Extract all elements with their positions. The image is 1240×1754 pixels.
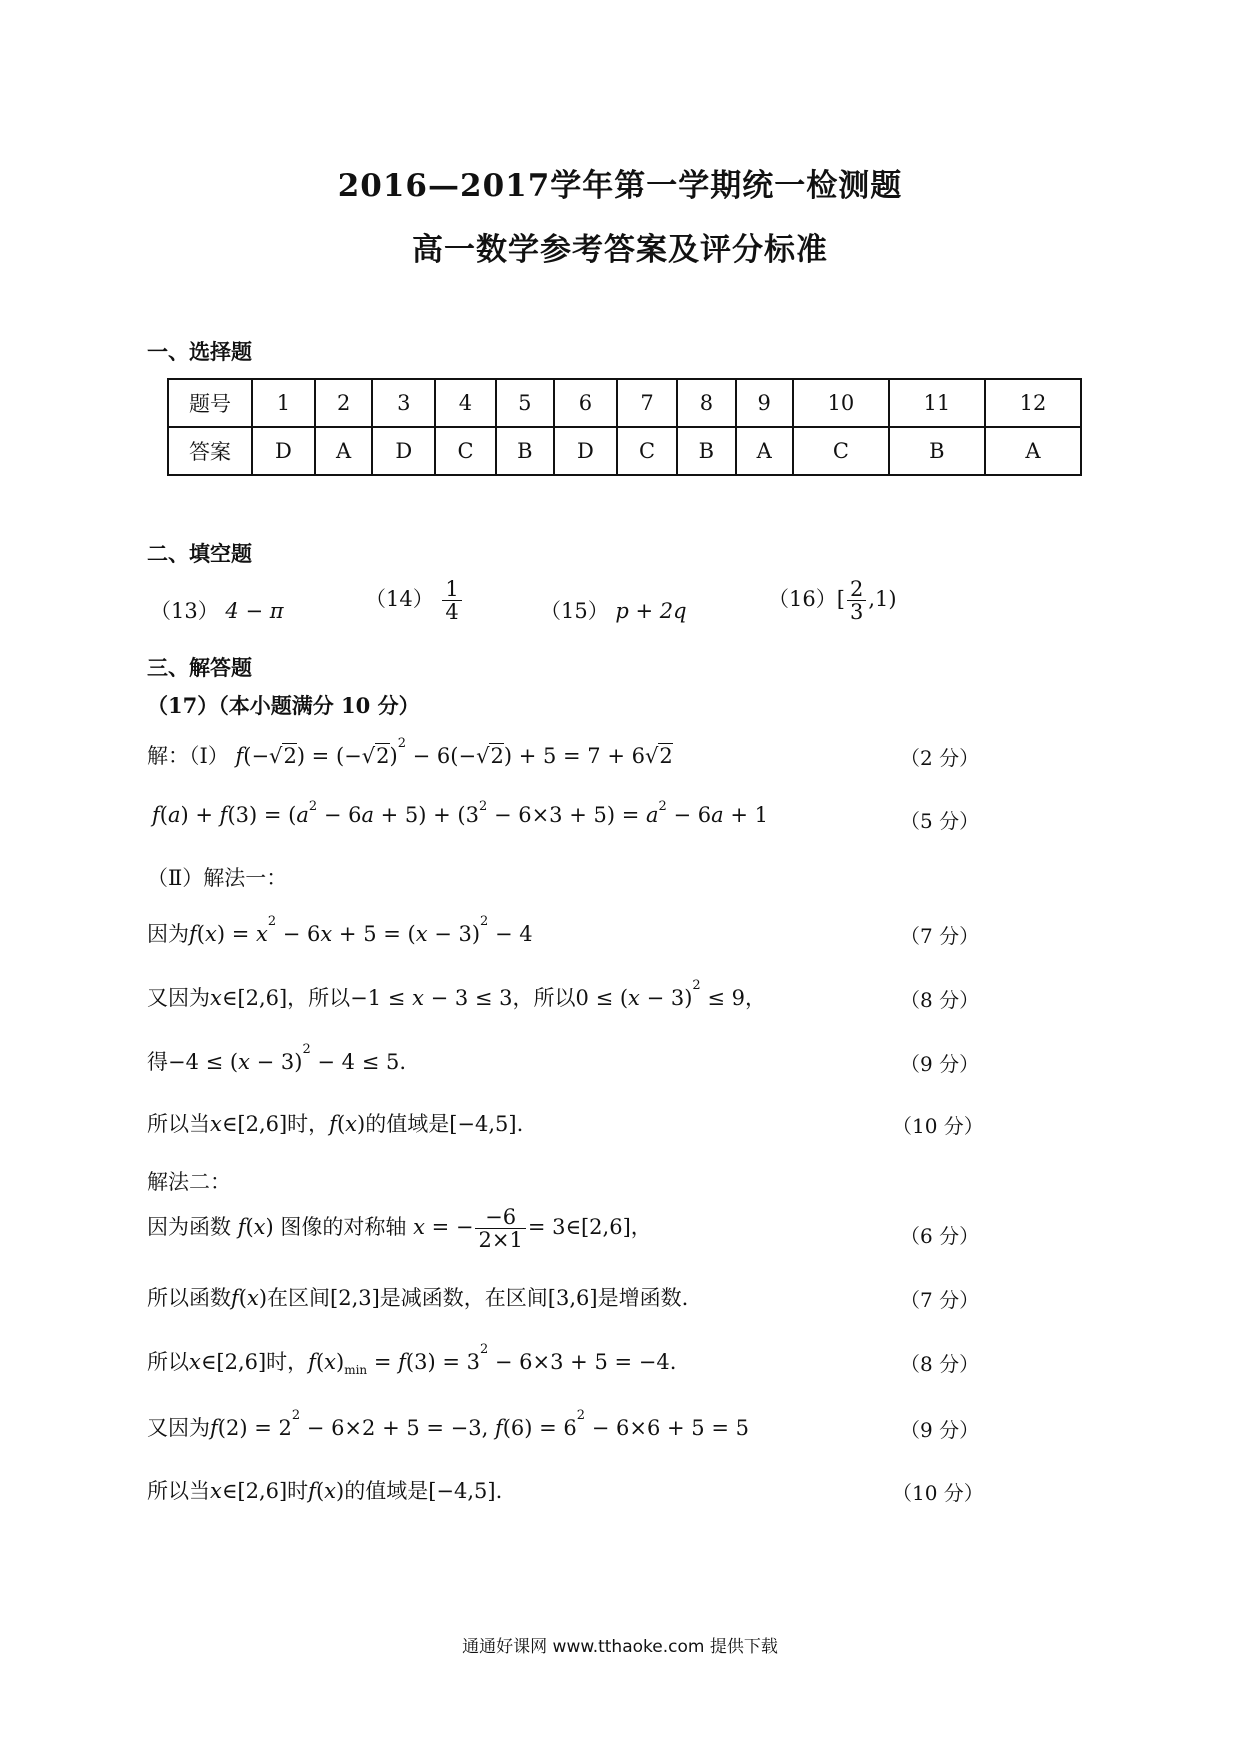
solution-line-8: 解法二：: [147, 1170, 231, 1194]
solution-line-2: [152, 799, 768, 827]
math-expression: 又因为$f(2) = 2^2 - 6\times 2 + 5 = -3$, $f(6) = 6^2 - 6\times 6 + 5 = 5$: [147, 1408, 749, 1440]
solution-line-7: [147, 1108, 523, 1138]
math-expression: $f(a) + f(3) = (a^2 - 6a + 5) + (3^2 - 6\times 3 + 5) = a^2 - 6a + 1$: [152, 799, 768, 827]
score-label: （9 分）: [900, 1418, 980, 1442]
table-cell: B: [677, 427, 735, 475]
score-label: （8 分）: [900, 988, 980, 1012]
fraction-denominator: 4: [445, 600, 459, 625]
table-cell: 4: [435, 379, 495, 427]
table-cell: D: [252, 427, 315, 475]
question-label: （15）: [540, 599, 609, 623]
fraction-denominator: 3: [849, 600, 864, 625]
score-label: （6 分）: [900, 1224, 980, 1248]
bracket-close: ,1): [868, 587, 897, 612]
answer-value: 4 − π: [225, 599, 284, 623]
table-header-cell: 答案: [168, 427, 252, 475]
score-label: （7 分）: [900, 924, 980, 948]
table-cell: 9: [736, 379, 793, 427]
math-expression: 所以x∈[2,6]时，$f(x)_{min} = f(3) = 3^2 - 6\times 3 + 5 = -4$.: [147, 1342, 677, 1378]
math-expression: f(x): [237, 1215, 274, 1240]
fraction-numerator: −6: [475, 1206, 525, 1229]
table-cell: 11: [889, 379, 985, 427]
table-cell: 6: [554, 379, 617, 427]
solution-line-4: [147, 914, 533, 948]
table-header-cell: 题号: [168, 379, 252, 427]
answer-table: [167, 378, 1082, 476]
line-prefix: 因为函数: [147, 1215, 231, 1240]
fill-answer-16: [768, 578, 897, 623]
line-prefix: 因为: [147, 922, 189, 946]
fraction-numerator: 1: [442, 578, 461, 601]
page-footer: 通通好课网 www.tthaoke.com 提供下载: [462, 1637, 778, 1657]
table-cell: B: [496, 427, 554, 475]
solution-line-11: [147, 1342, 677, 1378]
fill-answer-13: [150, 595, 284, 625]
line-prefix: 解：（Ⅰ）: [147, 744, 229, 768]
score-label: （9 分）: [900, 1052, 980, 1076]
table-row: [168, 427, 1081, 475]
solution-line-5: [147, 978, 766, 1012]
page-title: 2016—2017学年第一学期统一检测题: [337, 168, 903, 204]
solution-line-12: [147, 1408, 749, 1442]
table-cell: A: [736, 427, 793, 475]
table-cell: A: [315, 427, 372, 475]
table-cell: C: [793, 427, 889, 475]
score-label: （10 分）: [892, 1114, 984, 1138]
solution-line-1: [147, 736, 673, 770]
math-expression: 所以当x∈[2,6]时，f(x)的值域是[−4,5].: [147, 1112, 524, 1136]
fill-answer-14: [365, 578, 464, 623]
page-subtitle: 高一数学参考答案及评分标准: [412, 232, 828, 268]
table-cell: 8: [677, 379, 735, 427]
section-solution-heading: 三、解答题: [147, 655, 252, 680]
table-cell: C: [435, 427, 495, 475]
answer-value: p + 2q: [615, 599, 687, 623]
solution-line-10: [147, 1282, 688, 1312]
fill-answer-15: [540, 595, 687, 625]
solution-line-3: （Ⅱ）解法一：: [147, 866, 288, 890]
table-cell: 10: [793, 379, 889, 427]
solution-line-9: [147, 1206, 652, 1251]
table-cell: 5: [496, 379, 554, 427]
math-expression: 所以函数f(x)在区间[2,3]是减函数，在区间[3,6]是增函数.: [147, 1286, 689, 1310]
table-cell: 3: [372, 379, 435, 427]
section-fill-heading: 二、填空题: [147, 541, 252, 566]
table-cell: 12: [985, 379, 1081, 427]
fraction-denominator: 2×1: [478, 1228, 523, 1253]
question-17-title: （17）（本小题满分 10 分）: [147, 693, 420, 718]
score-label: （8 分）: [900, 1352, 980, 1376]
fraction-numerator: 2: [847, 578, 866, 601]
table-cell: 2: [315, 379, 372, 427]
table-cell: D: [554, 427, 617, 475]
question-label: （14）: [365, 587, 434, 612]
score-label: （10 分）: [892, 1481, 984, 1505]
table-row: [168, 379, 1081, 427]
math-expression: 又因为x∈[2,6]，所以−1 ≤ x − 3 ≤ 3，所以$0 \le (x - 3)^2 \le 9$，: [147, 978, 766, 1010]
line-text: 图像的对称轴: [280, 1215, 407, 1240]
table-cell: C: [617, 427, 677, 475]
score-label: （2 分）: [900, 746, 980, 770]
table-cell: B: [889, 427, 985, 475]
score-label: （7 分）: [900, 1288, 980, 1312]
solution-line-6: [147, 1042, 407, 1076]
bracket-open: [: [836, 587, 845, 612]
table-cell: A: [985, 427, 1081, 475]
question-label: （13）: [150, 599, 219, 623]
table-cell: D: [372, 427, 435, 475]
score-label: （5 分）: [900, 809, 980, 833]
section-choice-heading: 一、选择题: [147, 339, 252, 364]
table-cell: 1: [252, 379, 315, 427]
math-expression: $f(-√2) = (-√2)^2 - 6(-√2) + 5 = 7 + 6√2$: [235, 736, 673, 768]
question-label: （16）: [768, 587, 837, 612]
solution-line-13: [147, 1475, 502, 1505]
math-expression: x = − $\frac{-6}{2\times 1}$ = 3∈[2,6]，: [413, 1205, 652, 1253]
table-cell: 7: [617, 379, 677, 427]
math-expression: 得$-4 \le (x - 3)^2 - 4 \le 5$.: [147, 1042, 407, 1074]
math-expression: 所以当x∈[2,6]时f(x)的值域是[−4,5].: [147, 1479, 503, 1503]
math-expression: $f(x) = x^2 - 6x + 5 = (x - 3)^2 - 4$: [189, 914, 533, 946]
